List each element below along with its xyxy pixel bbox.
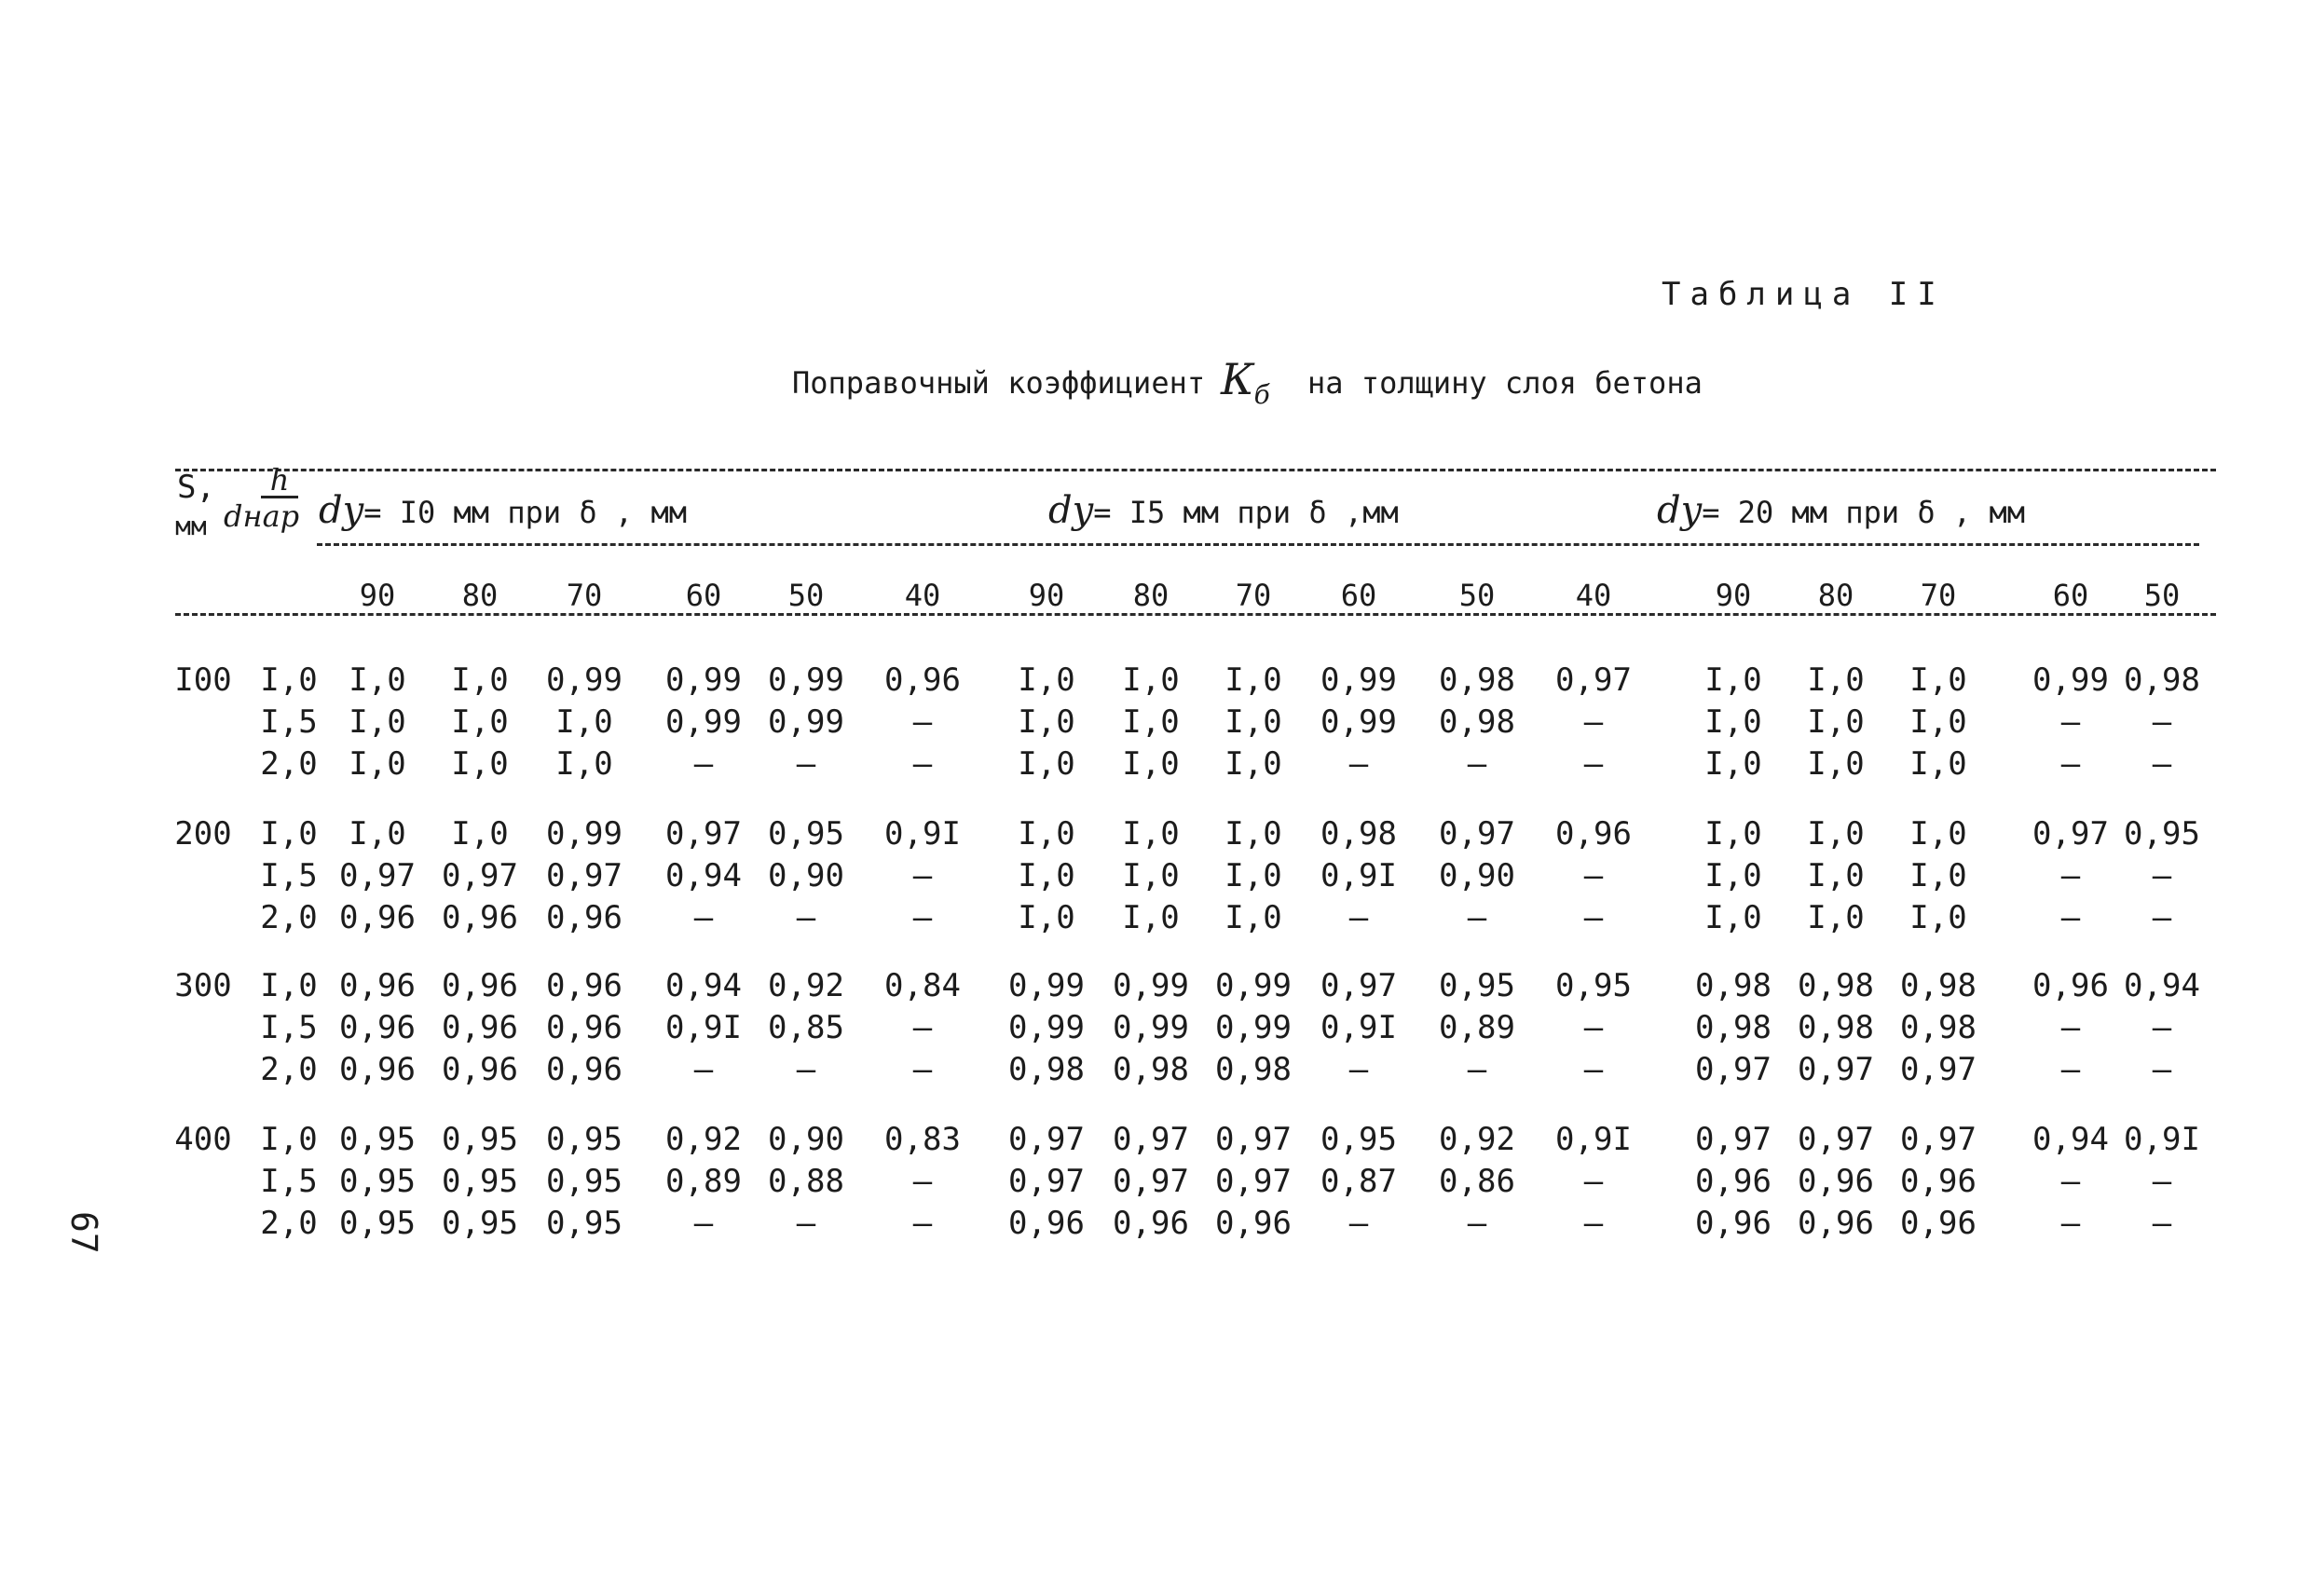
- table-cell: I,0: [1122, 857, 1180, 894]
- table-cell: –: [1348, 745, 1369, 783]
- table-cell: I,0: [1018, 662, 1075, 699]
- table-cell: I,0: [349, 745, 406, 783]
- row-ratio-value: I,0: [260, 1121, 318, 1158]
- table-cell: –: [1583, 857, 1604, 894]
- table-cell: 0,96: [546, 1009, 622, 1046]
- table-cell: I,0: [555, 745, 613, 783]
- table-cell: 0,97: [1008, 1163, 1085, 1200]
- table-cell: –: [912, 1051, 933, 1088]
- table-cell: 0,98: [1695, 1009, 1772, 1046]
- table-cell: –: [912, 1163, 933, 1200]
- table-cell: 0,97: [1320, 967, 1397, 1004]
- table-cell: 0,96: [339, 899, 416, 936]
- table-cell: I,0: [1122, 662, 1180, 699]
- table-cell: –: [912, 703, 933, 741]
- table-cell: 0,89: [1439, 1009, 1515, 1046]
- header-group-20: [1657, 489, 2025, 532]
- table-cell: 0,98: [1113, 1051, 1189, 1088]
- subcolumn-header: 80: [461, 578, 499, 613]
- coefficient-symbol-main: К: [1221, 354, 1254, 404]
- table-cell: –: [2152, 1205, 2172, 1242]
- table-cell: –: [1467, 1051, 1487, 1088]
- table-cell: I,0: [1807, 745, 1865, 783]
- table-cell: –: [1583, 1205, 1604, 1242]
- table-cell: –: [1467, 1205, 1487, 1242]
- subcolumn-header: 50: [787, 578, 825, 613]
- table-cell: 0,92: [1439, 1121, 1515, 1158]
- table-cell: 0,98: [1798, 1009, 1874, 1046]
- table-cell: I,0: [1909, 662, 1967, 699]
- table-cell: 0,97: [1555, 662, 1632, 699]
- table-cell: I,0: [1807, 815, 1865, 853]
- table-cell: 0,99: [2032, 662, 2109, 699]
- table-cell: 0,9I: [1555, 1121, 1632, 1158]
- header-rule-top: [175, 469, 2216, 471]
- dy-symbol: dy: [1048, 489, 1094, 532]
- table-cell: 0,96: [884, 662, 961, 699]
- table-cell: 0,97: [1695, 1051, 1772, 1088]
- table-cell: I,0: [1224, 857, 1282, 894]
- table-cell: 0,90: [1439, 857, 1515, 894]
- table-cell: 0,99: [665, 703, 742, 741]
- table-cell: 0,99: [546, 662, 622, 699]
- table-cell: 0,96: [1008, 1205, 1085, 1242]
- table-cell: –: [912, 1205, 933, 1242]
- table-cell: 0,98: [1008, 1051, 1085, 1088]
- table-cell: 0,96: [1695, 1205, 1772, 1242]
- subcolumn-header: 70: [566, 578, 603, 613]
- table-cell: –: [2152, 703, 2172, 741]
- table-cell: 0,99: [1008, 1009, 1085, 1046]
- table-cell: 0,97: [442, 857, 518, 894]
- table-cell: 0,84: [884, 967, 961, 1004]
- table-cell: 0,95: [1320, 1121, 1397, 1158]
- table-cell: I,0: [1224, 815, 1282, 853]
- table-cell: –: [2152, 1009, 2172, 1046]
- table-cell: –: [912, 899, 933, 936]
- row-ratio-value: I,0: [260, 967, 318, 1004]
- table-cell: 0,98: [1439, 662, 1515, 699]
- table-cell: –: [2060, 1205, 2081, 1242]
- table-cell: 0,95: [339, 1163, 416, 1200]
- table-cell: 0,97: [1900, 1051, 1977, 1088]
- header-group-20-label: = 20 мм при δ , мм: [1702, 495, 2025, 530]
- table-cell: 0,95: [442, 1163, 518, 1200]
- table-cell: 0,96: [1900, 1163, 1977, 1200]
- table-cell: 0,96: [339, 967, 416, 1004]
- table-cell: –: [693, 899, 714, 936]
- table-cell: –: [693, 1051, 714, 1088]
- header-group-15: [1048, 489, 1399, 532]
- table-cell: 0,95: [1555, 967, 1632, 1004]
- header-group-15-label: = I5 мм при δ ,мм: [1093, 495, 1399, 530]
- subcolumn-header: 50: [1458, 578, 1496, 613]
- table-cell: I,0: [1018, 857, 1075, 894]
- row-ratio-value: I,5: [260, 1009, 318, 1046]
- table-cell: –: [796, 1051, 816, 1088]
- table-cell: 0,95: [546, 1205, 622, 1242]
- table-cell: 0,94: [2124, 967, 2200, 1004]
- table-cell: I,0: [1807, 662, 1865, 699]
- table-cell: –: [1583, 745, 1604, 783]
- table-cell: 0,97: [1113, 1163, 1189, 1200]
- table-cell: –: [2152, 745, 2172, 783]
- table-cell: 0,97: [339, 857, 416, 894]
- row-ratio-value: 2,0: [260, 745, 318, 783]
- subcolumn-header: 40: [904, 578, 941, 613]
- table-cell: 0,97: [1900, 1121, 1977, 1158]
- table-cell: 0,98: [1320, 815, 1397, 853]
- table-cell: –: [912, 1009, 933, 1046]
- header-ratio-numerator: h: [261, 464, 298, 498]
- table-cell: I,0: [1909, 857, 1967, 894]
- table-cell: 0,98: [1900, 1009, 1977, 1046]
- subcolumn-header: 90: [359, 578, 396, 613]
- table-cell: 0,85: [768, 1009, 844, 1046]
- table-cell: 0,97: [1798, 1051, 1874, 1088]
- table-cell: 0,97: [1008, 1121, 1085, 1158]
- table-cell: 0,99: [1008, 967, 1085, 1004]
- subcolumn-header: 60: [2052, 578, 2089, 613]
- table-cell: I,0: [1224, 662, 1282, 699]
- table-cell: I,0: [1704, 899, 1762, 936]
- subcolumn-header: 40: [1575, 578, 1612, 613]
- table-cell: 0,97: [1113, 1121, 1189, 1158]
- table-cell: –: [1348, 1051, 1369, 1088]
- table-cell: I,0: [349, 815, 406, 853]
- table-cell: 0,94: [665, 967, 742, 1004]
- page-number: 67: [63, 1211, 104, 1254]
- row-ratio-value: I,5: [260, 703, 318, 741]
- table-cell: I,0: [349, 703, 406, 741]
- table-cell: 0,97: [1695, 1121, 1772, 1158]
- table-cell: I,0: [1018, 899, 1075, 936]
- table-cell: –: [1348, 1205, 1369, 1242]
- row-ratio-value: 2,0: [260, 899, 318, 936]
- table-cell: 0,99: [768, 662, 844, 699]
- row-ratio-value: I,0: [260, 815, 318, 853]
- dy-symbol: dy: [319, 489, 364, 532]
- row-s-value: 300: [174, 967, 232, 1004]
- table-cell: I,0: [1122, 899, 1180, 936]
- table-cell: –: [796, 899, 816, 936]
- table-cell: 0,95: [546, 1163, 622, 1200]
- table-cell: I,0: [1807, 899, 1865, 936]
- table-cell: I,0: [1704, 815, 1762, 853]
- table-cell: 0,96: [1555, 815, 1632, 853]
- table-cell: 0,90: [768, 1121, 844, 1158]
- table-cell: 0,99: [1113, 1009, 1189, 1046]
- table-cell: –: [796, 745, 816, 783]
- table-cell: –: [912, 857, 933, 894]
- table-cell: 0,99: [1320, 662, 1397, 699]
- table-cell: –: [1583, 1051, 1604, 1088]
- table-cell: 0,95: [442, 1121, 518, 1158]
- table-cell: 0,9I: [884, 815, 961, 853]
- table-cell: –: [2060, 1051, 2081, 1088]
- table-cell: –: [796, 1205, 816, 1242]
- table-cell: 0,94: [665, 857, 742, 894]
- table-cell: I,0: [451, 703, 509, 741]
- table-cell: 0,96: [442, 1051, 518, 1088]
- table-cell: 0,96: [546, 899, 622, 936]
- header-group-10: [319, 489, 687, 532]
- table-cell: –: [2060, 745, 2081, 783]
- table-cell: 0,95: [339, 1121, 416, 1158]
- table-cell: 0,9I: [665, 1009, 742, 1046]
- table-cell: 0,88: [768, 1163, 844, 1200]
- table-cell: 0,9I: [1320, 1009, 1397, 1046]
- table-title-prefix: Поправочный коэффициент: [792, 365, 1206, 401]
- table-cell: –: [912, 745, 933, 783]
- table-cell: 0,86: [1439, 1163, 1515, 1200]
- table-cell: 0,98: [1439, 703, 1515, 741]
- row-ratio-value: I,0: [260, 662, 318, 699]
- table-cell: 0,96: [1798, 1163, 1874, 1200]
- table-cell: 0,99: [1320, 703, 1397, 741]
- table-cell: 0,9I: [2124, 1121, 2200, 1158]
- table-cell: I,0: [1018, 815, 1075, 853]
- table-cell: –: [1583, 899, 1604, 936]
- table-cell: I,0: [1909, 899, 1967, 936]
- table-cell: 0,96: [442, 967, 518, 1004]
- subcolumn-header: 60: [685, 578, 722, 613]
- table-cell: –: [1583, 1009, 1604, 1046]
- table-cell: –: [2060, 857, 2081, 894]
- table-cell: –: [1583, 703, 1604, 741]
- table-cell: –: [2060, 899, 2081, 936]
- table-cell: –: [693, 1205, 714, 1242]
- table-cell: –: [2152, 1163, 2172, 1200]
- table-label: Таблица II: [1662, 276, 1946, 313]
- table-cell: 0,92: [665, 1121, 742, 1158]
- table-cell: 0,90: [768, 857, 844, 894]
- table-cell: 0,96: [546, 967, 622, 1004]
- table-cell: 0,9I: [1320, 857, 1397, 894]
- row-ratio-value: I,5: [260, 1163, 318, 1200]
- table-cell: 0,96: [442, 1009, 518, 1046]
- coefficient-symbol: [1221, 354, 1270, 410]
- table-cell: I,0: [1704, 857, 1762, 894]
- row-s-value: 400: [174, 1121, 232, 1158]
- dy-symbol: dy: [1657, 489, 1703, 532]
- table-cell: 0,96: [1215, 1205, 1292, 1242]
- table-cell: I,0: [451, 815, 509, 853]
- table-cell: I,0: [349, 662, 406, 699]
- table-cell: –: [2152, 899, 2172, 936]
- subcolumn-header: 70: [1920, 578, 1957, 613]
- table-cell: 0,95: [339, 1205, 416, 1242]
- table-title-suffix: на толщину слоя бетона: [1307, 365, 1703, 401]
- table-cell: I,0: [1018, 745, 1075, 783]
- table-cell: 0,98: [1900, 967, 1977, 1004]
- table-cell: 0,97: [665, 815, 742, 853]
- table-cell: 0,97: [1215, 1163, 1292, 1200]
- table-cell: I,0: [1122, 745, 1180, 783]
- header-ratio-denominator: dнар: [224, 498, 300, 534]
- table-cell: 0,95: [1439, 967, 1515, 1004]
- coefficient-symbol-sub: б: [1253, 379, 1270, 411]
- table-cell: 0,98: [1695, 967, 1772, 1004]
- table-cell: 0,97: [1215, 1121, 1292, 1158]
- table-cell: –: [2060, 1163, 2081, 1200]
- table-cell: –: [1467, 899, 1487, 936]
- table-cell: 0,95: [442, 1205, 518, 1242]
- table-cell: I,0: [1224, 899, 1282, 936]
- table-cell: 0,95: [2124, 815, 2200, 853]
- subcolumn-header: 50: [2143, 578, 2181, 613]
- subcolumn-header: 80: [1817, 578, 1854, 613]
- table-cell: –: [2152, 857, 2172, 894]
- table-cell: 0,97: [1798, 1121, 1874, 1158]
- subcolumn-header: 90: [1715, 578, 1752, 613]
- table-cell: I,0: [451, 662, 509, 699]
- row-s-value: I00: [174, 662, 232, 699]
- table-cell: I,0: [451, 745, 509, 783]
- table-cell: 0,99: [1113, 967, 1189, 1004]
- subcolumn-header: 60: [1340, 578, 1377, 613]
- table-cell: 0,96: [339, 1009, 416, 1046]
- table-cell: I,0: [1704, 745, 1762, 783]
- table-cell: 0,96: [2032, 967, 2109, 1004]
- header-ratio: [224, 464, 312, 534]
- table-cell: –: [2152, 1051, 2172, 1088]
- table-cell: 0,97: [546, 857, 622, 894]
- table-cell: I,0: [1807, 703, 1865, 741]
- table-cell: I,0: [1224, 703, 1282, 741]
- header-rule-middle: [317, 543, 2199, 546]
- table-cell: I,0: [555, 703, 613, 741]
- header-s: S,: [177, 469, 215, 506]
- table-cell: 0,99: [665, 662, 742, 699]
- table-cell: I,0: [1122, 703, 1180, 741]
- row-ratio-value: 2,0: [260, 1205, 318, 1242]
- subcolumn-header: 80: [1132, 578, 1170, 613]
- table-cell: 0,99: [1215, 1009, 1292, 1046]
- table-cell: –: [1348, 899, 1369, 936]
- table-cell: I,0: [1018, 703, 1075, 741]
- table-cell: 0,99: [768, 703, 844, 741]
- table-cell: 0,96: [546, 1051, 622, 1088]
- table-cell: I,0: [1704, 662, 1762, 699]
- table-cell: I,0: [1122, 815, 1180, 853]
- table-cell: –: [2060, 1009, 2081, 1046]
- table-cell: 0,96: [442, 899, 518, 936]
- table-cell: I,0: [1909, 745, 1967, 783]
- header-rule-bottom: [175, 613, 2216, 616]
- header-s-unit: мм: [175, 511, 207, 541]
- table-cell: 0,92: [768, 967, 844, 1004]
- row-s-value: 200: [174, 815, 232, 853]
- table-cell: 0,96: [1695, 1163, 1772, 1200]
- table-cell: 0,89: [665, 1163, 742, 1200]
- table-cell: 0,99: [546, 815, 622, 853]
- table-cell: 0,97: [2032, 815, 2109, 853]
- row-ratio-value: 2,0: [260, 1051, 318, 1088]
- table-cell: 0,96: [1113, 1205, 1189, 1242]
- table-cell: I,0: [1909, 703, 1967, 741]
- table-cell: –: [2060, 703, 2081, 741]
- table-cell: 0,96: [1798, 1205, 1874, 1242]
- subcolumn-header: 70: [1235, 578, 1272, 613]
- table-cell: 0,87: [1320, 1163, 1397, 1200]
- table-cell: I,0: [1224, 745, 1282, 783]
- table-cell: I,0: [1704, 703, 1762, 741]
- table-cell: 0,99: [1215, 967, 1292, 1004]
- table-cell: –: [1467, 745, 1487, 783]
- table-cell: 0,98: [1798, 967, 1874, 1004]
- table-cell: I,0: [1807, 857, 1865, 894]
- table-cell: 0,96: [1900, 1205, 1977, 1242]
- table-cell: 0,97: [1439, 815, 1515, 853]
- table-cell: 0,94: [2032, 1121, 2109, 1158]
- header-group-10-label: = I0 мм при δ , мм: [363, 495, 687, 530]
- table-cell: –: [693, 745, 714, 783]
- table-cell: I,0: [1909, 815, 1967, 853]
- table-cell: 0,95: [768, 815, 844, 853]
- table-cell: 0,95: [546, 1121, 622, 1158]
- subcolumn-header: 90: [1028, 578, 1065, 613]
- table-cell: 0,83: [884, 1121, 961, 1158]
- table-cell: –: [1583, 1163, 1604, 1200]
- table-cell: 0,98: [2124, 662, 2200, 699]
- table-cell: 0,96: [339, 1051, 416, 1088]
- row-ratio-value: I,5: [260, 857, 318, 894]
- table-cell: 0,98: [1215, 1051, 1292, 1088]
